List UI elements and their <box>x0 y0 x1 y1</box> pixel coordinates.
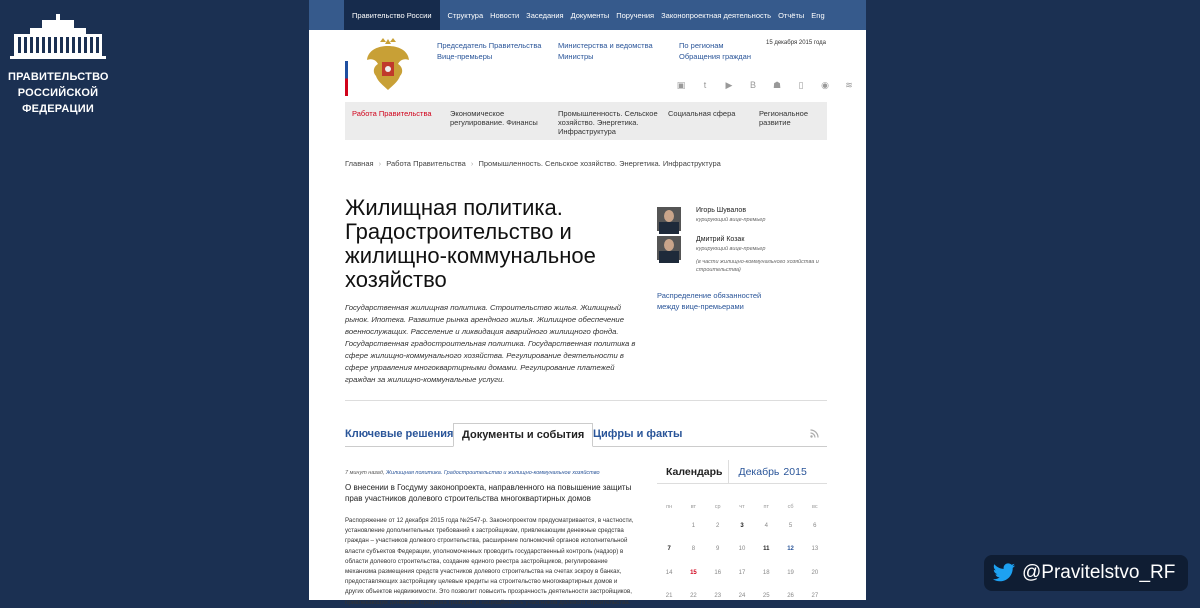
calendar-week <box>657 514 827 538</box>
news-meta <box>345 470 635 476</box>
section-regional[interactable] <box>759 109 808 127</box>
calendar-weekday: пн <box>657 500 681 514</box>
page-title: Жилищная политика. Градостроительство и жилищно-коммунальное хозяйство <box>345 196 635 292</box>
duties-link[interactable] <box>657 290 761 312</box>
calendar-day[interactable]: 17 <box>730 561 754 585</box>
calendar-day[interactable]: 2 <box>706 514 730 538</box>
section-social[interactable] <box>668 109 735 118</box>
breadcrumb-home[interactable]: Главная <box>345 159 374 168</box>
breadcrumb-industry[interactable]: Промышленность. Сельское хозяйство. Энергетика. Инфраструктура <box>478 159 720 168</box>
calendar-day[interactable]: 7 <box>657 538 681 562</box>
person-note: (в части жилищно-коммунального хозяйства и строительства) <box>696 258 846 274</box>
rss-icon[interactable]: ≋ <box>837 80 861 91</box>
person-name: Игорь Шувалов <box>696 207 765 214</box>
link-ministers[interactable]: Министры <box>558 51 653 62</box>
language-switch[interactable]: Eng <box>811 11 824 20</box>
tab-figures-facts[interactable]: Цифры и факты <box>593 423 682 447</box>
calendar-day[interactable]: 27 <box>803 585 827 608</box>
person-kozak[interactable] <box>657 236 846 274</box>
section-label: Региональное <box>759 109 808 118</box>
calendar-header <box>657 460 827 484</box>
news-time: 7 минут назад, <box>345 470 384 476</box>
section-government-work[interactable] <box>352 109 432 118</box>
calendar-month-select[interactable]: Декабрь <box>738 466 779 478</box>
link-regions[interactable]: По регионам <box>679 40 751 51</box>
calendar-day[interactable]: 24 <box>730 585 754 608</box>
calendar-day[interactable]: 6 <box>803 514 827 538</box>
person-role: курирующий вице-премьер <box>696 217 765 223</box>
link-chairman[interactable]: Председатель Правительства <box>437 40 541 51</box>
calendar-day[interactable]: 12 <box>778 538 802 562</box>
nav-government-russia[interactable]: Правительство России <box>344 0 440 30</box>
nav-news[interactable]: Новости <box>490 11 519 20</box>
calendar-day[interactable]: 20 <box>803 561 827 585</box>
twitter-handle: @Pravitelstvo_RF <box>1022 562 1175 584</box>
youtube-icon[interactable]: ▶ <box>717 80 741 91</box>
header-links-col1 <box>437 40 541 62</box>
mobile-icon[interactable]: ▯ <box>789 80 813 91</box>
twitter-badge[interactable] <box>984 555 1188 591</box>
calendar-day[interactable]: 13 <box>803 538 827 562</box>
section-economy[interactable] <box>450 109 538 127</box>
calendar-weekday: пт <box>754 500 778 514</box>
camera-icon[interactable]: ▣ <box>669 80 693 91</box>
tab-documents-events[interactable]: Документы и события <box>453 423 593 447</box>
eye-icon[interactable]: ◉ <box>813 80 837 91</box>
calendar-widget <box>657 460 827 608</box>
news-body: Распоряжение от 12 декабря 2015 года №2547-р. Законопроектом предусматривается, в частности, установление дополнительных требований к застройщикам, привлекающим денежные средства граждан – участников долевого строительства, расширение полномочий органов исполнительной власти субъектов Федерации, уполномоченных проводить государственный контроль (надзор) в области долевого строительства, создание единого реестра застройщиков, регулирование механизма размещения средств участников долевого строительства на счетах эскроу в банках, предоставляющих застройщику целевые кредиты на строительство многоквартирных домов и других объектов недвижимости. Это позволит повысить прозрачность деятельности застройщиков, привлекающих денежные средства граждан, и защищённость участников долевого строительства. <box>345 516 635 608</box>
flag-stripe <box>345 44 348 96</box>
vk-icon[interactable]: B <box>741 80 765 91</box>
section-industry[interactable] <box>558 109 658 136</box>
rss-icon[interactable] <box>810 429 819 438</box>
top-menu <box>448 11 812 20</box>
twitter-bird-icon <box>992 563 1016 583</box>
link-deputy-pms[interactable]: Вице-премьеры <box>437 51 541 62</box>
person-shuvalov[interactable] <box>657 207 765 231</box>
calendar-day[interactable]: 19 <box>778 561 802 585</box>
calendar-weekday: чт <box>730 500 754 514</box>
calendar-grid <box>657 500 827 608</box>
nav-reports[interactable]: Отчёты <box>778 11 804 20</box>
people-icon[interactable]: ☗ <box>765 80 789 91</box>
calendar-day[interactable]: 18 <box>754 561 778 585</box>
header-date: 15 декабря 2015 года <box>766 40 826 46</box>
site-header <box>309 30 866 102</box>
section-label: Социальная сфера <box>668 109 735 118</box>
nav-legislation[interactable]: Законопроектная деятельность <box>661 11 771 20</box>
coat-of-arms-icon[interactable] <box>364 38 412 94</box>
calendar-day[interactable]: 23 <box>706 585 730 608</box>
breadcrumb-separator: › <box>379 159 382 168</box>
calendar-week <box>657 585 827 608</box>
nav-documents[interactable]: Документы <box>571 11 610 20</box>
calendar-year-select[interactable]: 2015 <box>783 466 806 478</box>
calendar-weekday: вт <box>681 500 705 514</box>
calendar-day[interactable]: 3 <box>730 514 754 538</box>
section-label: развитие <box>759 118 791 127</box>
calendar-label: Календарь <box>657 460 729 484</box>
section-label: Промышленность. Сельское <box>558 109 658 118</box>
website-page <box>309 0 866 600</box>
link-ministries[interactable]: Министерства и ведомства <box>558 40 653 51</box>
duties-link-line: Распределение обязанностей <box>657 290 761 301</box>
logo-line-3: ФЕДЕРАЦИИ <box>8 103 108 115</box>
header-links-col3 <box>679 40 751 62</box>
section-label: регулирование. Финансы <box>450 118 538 127</box>
calendar-day[interactable]: 9 <box>706 538 730 562</box>
section-navigation <box>345 102 827 140</box>
header-links-col2 <box>558 40 653 62</box>
section-label: Экономическое <box>450 109 504 118</box>
calendar-weekday: ср <box>706 500 730 514</box>
divider <box>345 400 827 401</box>
breadcrumb <box>345 159 721 168</box>
news-category-link[interactable]: Жилищная политика. Градостроительство и жилищно-коммунальное хозяйство <box>386 470 600 476</box>
twitter-icon[interactable]: t <box>693 80 717 91</box>
news-title[interactable]: О внесении в Госдуму законопроекта, направленного на повышение защиты прав участников долевого строительства многоквартирных домов <box>345 482 635 504</box>
logo-line-2: РОССИЙСКОЙ <box>8 87 108 99</box>
calendar-day[interactable]: 11 <box>754 538 778 562</box>
calendar-day <box>657 514 681 538</box>
breadcrumb-separator: › <box>471 159 474 168</box>
content-tabs <box>345 423 827 447</box>
calendar-week <box>657 561 827 585</box>
calendar-day[interactable]: 22 <box>681 585 705 608</box>
calendar-weekday: сб <box>778 500 802 514</box>
calendar-day[interactable]: 8 <box>681 538 705 562</box>
avatar <box>657 236 681 260</box>
government-logo <box>8 12 108 115</box>
calendar-day[interactable]: 26 <box>778 585 802 608</box>
top-navigation-bar <box>309 0 866 30</box>
section-label: хозяйство. Энергетика. <box>558 118 639 127</box>
person-role: курирующий вице-премьер <box>696 246 846 252</box>
tab-key-decisions[interactable]: Ключевые решения <box>345 423 453 447</box>
calendar-day[interactable]: 15 <box>681 561 705 585</box>
logo-line-1: ПРАВИТЕЛЬСТВО <box>8 71 108 83</box>
breadcrumb-government-work[interactable]: Работа Правительства <box>386 159 466 168</box>
calendar-day[interactable]: 10 <box>730 538 754 562</box>
nav-structure[interactable]: Структура <box>448 11 484 20</box>
link-citizen-appeals[interactable]: Обращения граждан <box>679 51 751 62</box>
page-lead: Государственная жилищная политика. Строительство жилья. Жилищный рынок. Ипотека. Развитие рынка арендного жилья. Жилищное обеспечение военнослужащих. Расселение и ликвидация аварийного жилищного фонда. Государственная градостроительная политика. Государственная политика в сфере жилищно-коммунального хозяйства. Регулирование деятельности в сфере управления многоквартирными домами. Регулирование платежей граждан за жилищно-коммунальные услуги. <box>345 302 637 386</box>
calendar-weekday: вс <box>803 500 827 514</box>
government-building-icon <box>8 12 108 62</box>
nav-instructions[interactable]: Поручения <box>616 11 654 20</box>
social-icons <box>669 80 861 91</box>
avatar <box>657 207 681 231</box>
calendar-day[interactable]: 5 <box>778 514 802 538</box>
nav-meetings[interactable]: Заседания <box>526 11 563 20</box>
calendar-day[interactable]: 16 <box>706 561 730 585</box>
section-label: Работа Правительства <box>352 109 432 118</box>
calendar-day[interactable]: 25 <box>754 585 778 608</box>
news-item <box>345 470 635 608</box>
calendar-weekdays <box>657 500 827 514</box>
person-name: Дмитрий Козак <box>696 236 846 243</box>
calendar-day[interactable]: 21 <box>657 585 681 608</box>
calendar-week <box>657 538 827 562</box>
section-label: Инфраструктура <box>558 127 616 136</box>
calendar-day[interactable]: 1 <box>681 514 705 538</box>
duties-link-line: между вице-премьерами <box>657 301 761 312</box>
calendar-day[interactable]: 14 <box>657 561 681 585</box>
calendar-day[interactable]: 4 <box>754 514 778 538</box>
